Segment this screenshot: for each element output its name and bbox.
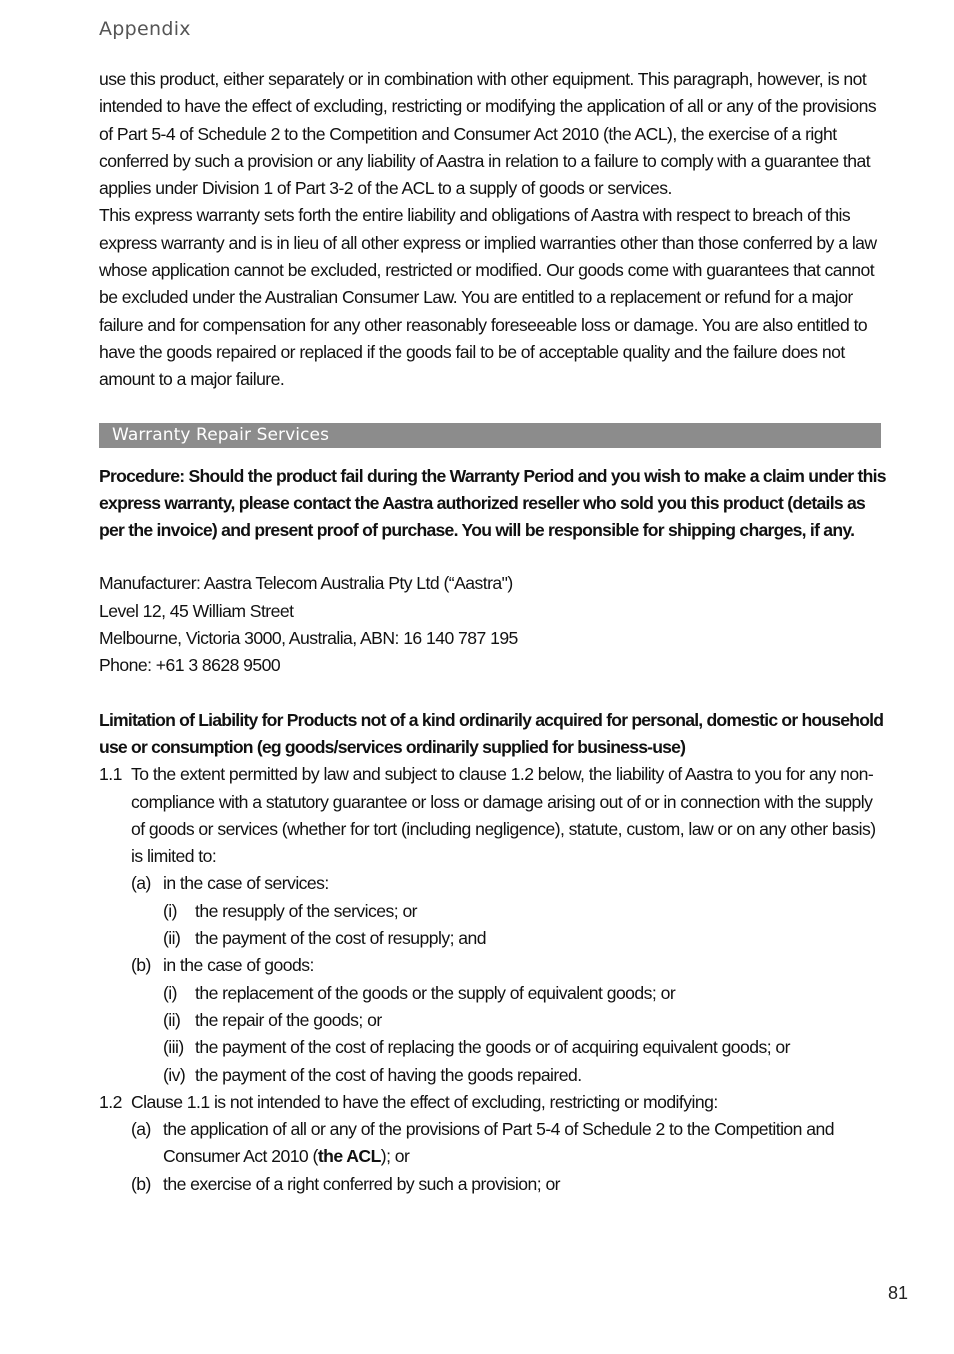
clause-text: the replacement of the goods or the supply of equivalent goods; or [195, 982, 676, 1003]
clause-text: the payment of the cost of having the goods repaired. [195, 1064, 582, 1085]
clause-text: in the case of goods: [163, 955, 314, 976]
clause-number: (iii) [163, 1037, 184, 1058]
clause-text: the payment of the cost of resupply; and [195, 928, 486, 949]
clause-1-1-b-i [99, 980, 889, 1007]
limitation-heading: Limitation of Liability for Products not of a kind ordinarily acquired for personal, domestic or household use or consumption (eg goods/services ordinarily supplied for business-use) [99, 709, 884, 757]
clause-1-1-b-ii [99, 1007, 889, 1034]
clause-text-end: ); or [380, 1146, 410, 1167]
clause-1-1-b-iii [99, 1034, 889, 1061]
clause-number: 1.1 [99, 764, 122, 785]
clause-1-1-b-iv [99, 1062, 889, 1089]
clause-number: (a) [131, 873, 151, 894]
clause-number: 1.2 [99, 1091, 122, 1112]
clause-number: (i) [163, 900, 177, 921]
defined-term: the ACL [317, 1146, 381, 1167]
clause-1-2 [99, 1089, 889, 1116]
clause-number: (a) [131, 1119, 151, 1140]
intro-paragraph-2: This express warranty sets forth the entire liability and obligations of Aastra with respect to breach of this express warranty and is in lieu of all other express or implied warranties other than those conferred by a law whose application cannot be excluded, restricted or modified. Our goods come with guarantees that cannot be excluded under the Australian Consumer Law. You are entitled to a replacement or refund for a major failure and for compensation for any other reasonably foreseeable loss or damage. You are also entitled to have the goods repaired or replaced if the goods fail to be of acceptable quality and the failure does not amount to a major failure. [99, 205, 877, 390]
clause-1-1-a-i [99, 898, 889, 925]
address-line: Manufacturer: Aastra Telecom Australia Pty Ltd (“Aastra") [99, 573, 513, 594]
address-line: Level 12, 45 William Street [99, 600, 294, 621]
clause-number: (b) [131, 1173, 151, 1194]
address-line: Melbourne, Victoria 3000, Australia, ABN: 16 140 787 195 [99, 628, 518, 649]
clause-1-2-a [99, 1116, 889, 1171]
clause-number: (ii) [163, 1009, 181, 1030]
address-line: Phone: +61 3 8628 9500 [99, 655, 281, 676]
clause-text: the exercise of a right conferred by such a provision; or [163, 1173, 560, 1194]
clause-1-1-b [99, 952, 889, 979]
clause-text [163, 1116, 889, 1171]
clause-1-1-a-ii [99, 925, 889, 952]
clause-1-2-b [99, 1171, 889, 1198]
running-header: Appendix [99, 18, 191, 40]
clause-text: Clause 1.1 is not intended to have the effect of excluding, restricting or modifying: [131, 1091, 718, 1112]
clause-text: the payment of the cost of replacing the goods or of acquiring equivalent goods; or [195, 1037, 790, 1058]
clause-number: (iv) [163, 1064, 186, 1085]
clause-text: To the extent permitted by law and subject to clause 1.2 below, the liability of Aastra to you for any non-compliance with a statutory guarantee or loss or damage arising out of or in connection with the supply of goods or services (whether for tort (including negligence), statute, custom, law or on any other basis) is limited to: [131, 764, 876, 867]
section-heading: Warranty Repair Services [99, 423, 881, 448]
clause-number: (i) [163, 982, 177, 1003]
clause-text: the repair of the goods; or [195, 1009, 382, 1030]
intro-paragraph-1: use this product, either separately or in combination with other equipment. This paragraph, however, is not intended to have the effect of excluding, restricting or modifying the application of all or any of the provisions of Part 5-4 of Schedule 2 to the Competition and Consumer Act 2010 (the ACL), the exercise of a right conferred by such a provision or any liability of Aastra in relation to a failure to comply with a guarantee that applies under Division 1 of Part 3-2 of the ACL to a supply of goods or services. [99, 69, 877, 199]
page-number: 81 [888, 1283, 909, 1303]
procedure-paragraph: Procedure: Should the product fail during the Warranty Period and you wish to make a claim under this express warranty, please contact the Aastra authorized reseller who sold you this product (details as per the invoice) and present proof of purchase. You will be responsible for shipping charges, if any. [99, 465, 886, 541]
manufacturer-address [99, 570, 889, 679]
clause-text-start: the application of all or any of the provisions of Part 5-4 of Schedule 2 to the Competition and Consumer Act 2010 ( [163, 1119, 834, 1167]
clause-1-1 [99, 761, 889, 870]
clause-number: (ii) [163, 928, 181, 949]
clause-number: (b) [131, 955, 151, 976]
page-content [99, 66, 889, 1198]
clause-text: the resupply of the services; or [195, 900, 417, 921]
clause-text: in the case of services: [163, 873, 329, 894]
clause-1-1-a [99, 870, 889, 897]
